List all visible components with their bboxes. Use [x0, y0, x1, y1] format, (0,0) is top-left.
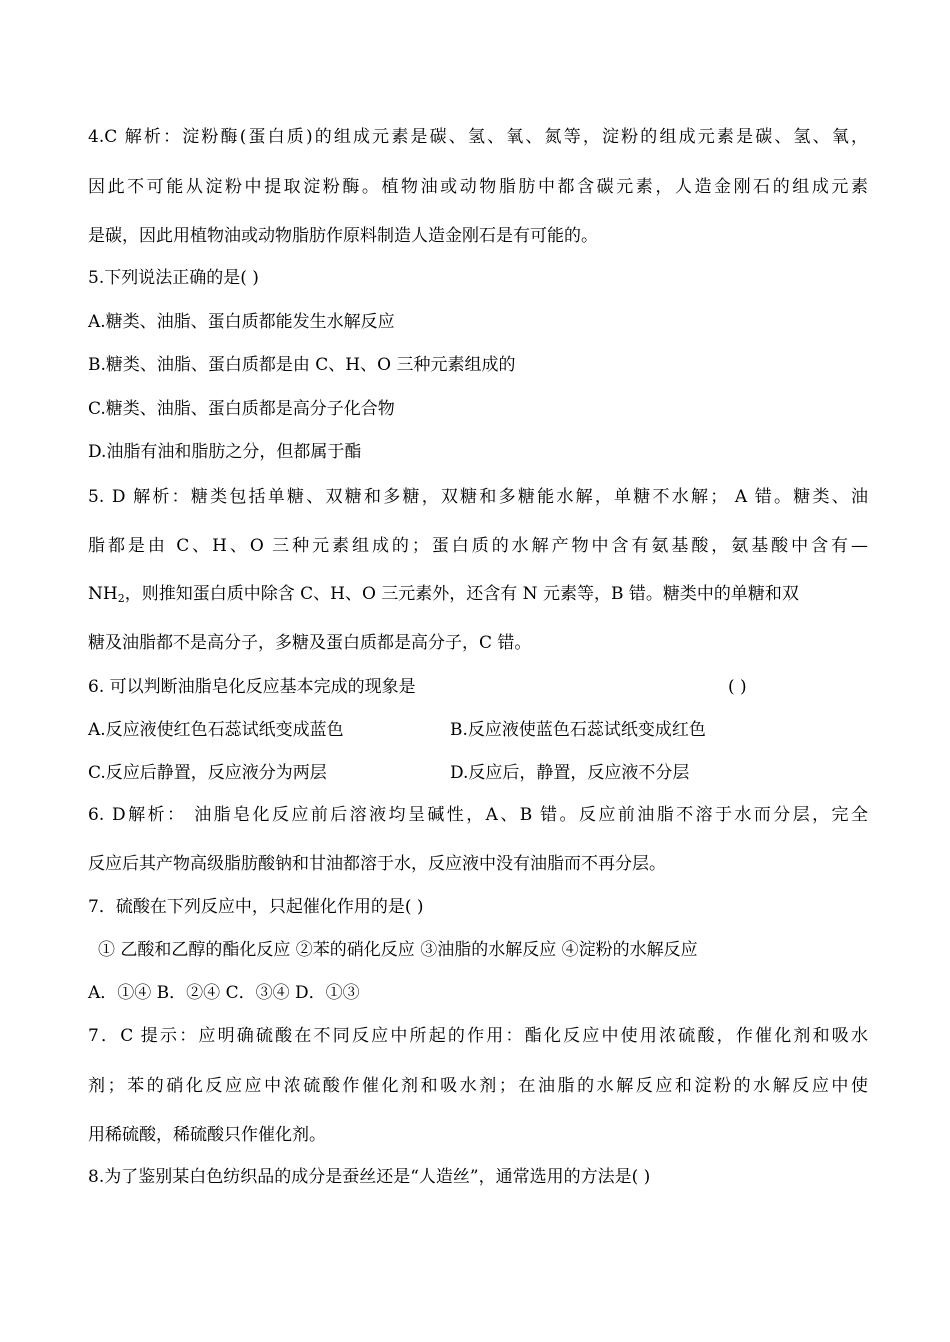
- q6-answer-line-2: 反应后其产物高级脂肪酸钠和甘油都溶于水，反应液中没有油脂而不再分层。: [88, 854, 666, 874]
- q6-options-row-1: [88, 718, 868, 742]
- q5-answer-line-3-text: ，则推知蛋白质中除含 C、H、O 三元素外，还含有 N 元素等，B 错。糖类中的单糖和双: [124, 584, 799, 604]
- q4-answer-line-3: 是碳，因此用植物油或动物脂肪作原料制造人造金刚石是有可能的。: [88, 226, 598, 246]
- formula-nh: NH: [88, 584, 118, 604]
- q7-answer-line-3: 用稀硫酸，稀硫酸只作催化剂。: [88, 1125, 326, 1145]
- q5-option-d: D.油脂有油和脂肪之分，但都属于酯: [88, 442, 362, 462]
- q6-stem: 6. 可以判断油脂皂化反应基本完成的现象是: [88, 677, 416, 697]
- q6-stem-row: [88, 675, 868, 699]
- q5-option-c: C.糖类、油脂、蛋白质都是高分子化合物: [88, 399, 395, 419]
- q5-answer-line-1: 5. D 解析：糖类包括单糖、双糖和多糖，双糖和多糖能水解，单糖不水解； A 错。糖类、油: [88, 487, 868, 507]
- q5-option-b: B.糖类、油脂、蛋白质都是由 C、H、O 三种元素组成的: [88, 355, 516, 375]
- formula-subscript: 2: [117, 592, 125, 605]
- q7-stem: 7．硫酸在下列反应中，只起催化作用的是( ): [88, 897, 424, 917]
- q6-options-row-2: [88, 761, 868, 785]
- q5-answer-line-2: 脂都是由 C、H、O 三种元素组成的；蛋白质的水解产物中含有氨基酸，氨基酸中含有—: [88, 536, 868, 556]
- q6-option-b: B.反应液使蓝色石蕊试纸变成红色: [450, 720, 706, 740]
- q7-answer-line-2: 剂；苯的硝化反应应中浓硫酸作催化剂和吸水剂；在油脂的水解反应和淀粉的水解反应中使: [88, 1076, 868, 1096]
- q6-option-a: A.反应液使红色石蕊试纸变成蓝色: [88, 720, 344, 740]
- q6-option-d: D.反应后，静置，反应液不分层: [450, 763, 690, 783]
- q5-option-a: A.糖类、油脂、蛋白质都能发生水解反应: [88, 312, 395, 332]
- q7-items: ① 乙酸和乙醇的酯化反应 ②苯的硝化反应 ③油脂的水解反应 ④淀粉的水解反应: [98, 940, 698, 960]
- q4-answer-line-2: 因此不可能从淀粉中提取淀粉酶。植物油或动物脂肪中都含碳元素，人造金刚石的组成元素: [88, 177, 868, 197]
- q7-answer-line-1: 7．C 提示：应明确硫酸在不同反应中所起的作用：酯化反应中使用浓硫酸，作催化剂和吸水: [88, 1026, 868, 1046]
- q5-answer-line-3: [88, 582, 868, 606]
- q5-answer-line-4: 糖及油脂都不是高分子，多糖及蛋白质都是高分子，C 错。: [88, 633, 532, 653]
- q8-stem: 8.为了鉴别某白色纺织品的成分是蚕丝还是“人造丝”，通常选用的方法是( ): [88, 1167, 651, 1187]
- q6-answer-line-1: 6. D解析： 油脂皂化反应前后溶液均呈碱性，A、B 错。反应前油脂不溶于水而分层，完全: [88, 805, 868, 825]
- q6-option-c: C.反应后静置，反应液分为两层: [88, 763, 327, 783]
- q5-stem: 5.下列说法正确的是( ): [88, 268, 259, 288]
- q4-answer-line-1: 4.C 解析：淀粉酶(蛋白质)的组成元素是碳、氢、氧、氮等，淀粉的组成元素是碳、氢、氧，: [88, 127, 868, 147]
- nh2-formula: [88, 584, 125, 604]
- q7-options: A．①④ B．②④ C．③④ D．①③: [88, 983, 360, 1003]
- q6-answer-paren: ( ): [728, 677, 747, 697]
